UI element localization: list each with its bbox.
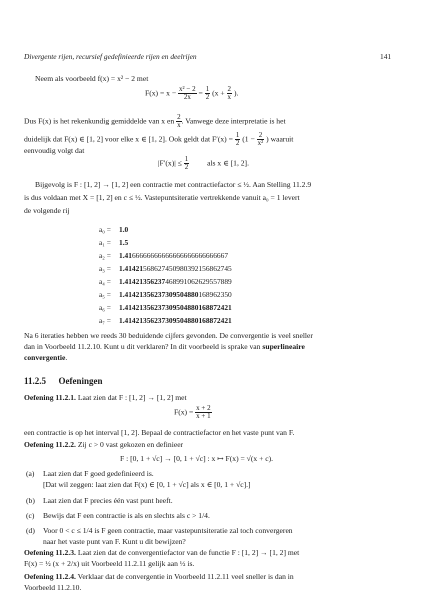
iterate-digits-bold: 1.0 xyxy=(119,225,129,234)
intro-line-2-inner-frac xyxy=(257,132,265,148)
inequality xyxy=(158,156,249,172)
after-iter-line-3-end: . xyxy=(65,353,68,362)
exercise-4-label: Oefening 11.2.4. xyxy=(24,572,76,581)
exercise-3-label: Oefening 11.2.3. xyxy=(24,548,76,557)
iterate-digits-bold: 1.5 xyxy=(119,238,129,247)
fraction-2-over-x xyxy=(227,86,233,102)
iterate-digits-bold: 1.41421356237 xyxy=(119,277,166,286)
section-title: Oefeningen xyxy=(58,376,103,386)
intro-line-1-b: . Vanwege deze interpretatie is het xyxy=(181,116,286,126)
exercise-1-label: Oefening 11.2.1. xyxy=(24,393,76,402)
intro-line-2-inner-num: 2 xyxy=(257,132,265,140)
intro-line-1-frac-den: x xyxy=(177,121,181,130)
inequality-frac xyxy=(184,156,190,172)
exercise-3-line-2: F(x) = ½ (x + 2/x) uit Voorbeeld 11.2.11 gelijk aan ½ is. xyxy=(24,559,195,568)
intro-line-2-inner-den: x² xyxy=(257,139,264,148)
exercise-2 xyxy=(24,440,183,450)
iterate-row xyxy=(99,262,232,275)
item-text: Bewijs dat F een contractie is als en slechts als c > 1/4. xyxy=(43,511,210,520)
item-text: Laat zien dat F goed gedefinieerd is. xyxy=(43,469,154,478)
exercise-1-frac-den: x + 1 xyxy=(196,412,211,421)
fraction-F-den: 2x xyxy=(183,93,191,102)
fraction-half xyxy=(205,86,211,102)
list-item xyxy=(26,511,210,521)
section-heading xyxy=(24,376,103,388)
fraction-half-num: 1 xyxy=(205,85,210,93)
item-mark: (d) xyxy=(26,526,35,535)
iterate-label: a₁ = xyxy=(99,238,111,247)
inequality-lhs: |F′(x)| ≤ xyxy=(158,158,182,168)
after-iter-line-3 xyxy=(24,353,67,363)
iterate-label: a₃ = xyxy=(99,264,111,273)
equation-F-paren: (x + xyxy=(212,88,225,98)
exercise-4-line-2: Voorbeeld 11.2.10. xyxy=(24,583,82,592)
intro-line-2-frac xyxy=(235,132,241,148)
exercise-2-text: Zij c > 0 vast gekozen en definieer xyxy=(77,440,184,449)
item-mark: (b) xyxy=(26,496,35,505)
intro-line-2-frac-den: 2 xyxy=(235,139,240,148)
fraction-half-den: 2 xyxy=(205,93,210,102)
iterate-digits-rest: 568627450980392156862745 xyxy=(143,264,232,273)
inequality-frac-den: 2 xyxy=(184,163,189,172)
intro-line-2-frac-num: 1 xyxy=(235,131,240,139)
exercise-1-formula-lhs: F(x) = xyxy=(174,407,194,417)
item-mark: (a) xyxy=(26,469,35,478)
equation-F-lhs: F(x) = x − xyxy=(145,88,177,98)
iterate-list xyxy=(99,223,232,327)
iterate-digits-rest: 66666666666666666666666667 xyxy=(131,251,229,260)
iterate-label: a₆ = xyxy=(99,303,111,312)
iterate-digits-rest: 168962350 xyxy=(198,290,232,299)
exercise-1 xyxy=(24,393,187,403)
fraction-F xyxy=(178,86,197,102)
list-item xyxy=(26,469,251,489)
iterate-label: a₂ = xyxy=(99,251,111,260)
example-lead: Neem als voorbeeld f(x) = x² − 2 met xyxy=(35,74,149,83)
item-subtext: [Dat wil zeggen: laat zien dat F(x) ∈ [0, 1 + √c] als x ∈ [0, 1 + √c].] xyxy=(43,480,251,489)
exercise-1-text: Laat zien dat F : [1, 2] → [1, 2] met xyxy=(77,393,187,402)
inequality-rhs: als x ∈ [1, 2]. xyxy=(207,158,249,168)
exercise-1-after: een contractie is op het interval [1, 2]. Bepaal de contractiefactor en het vaste punt van F. xyxy=(24,428,295,437)
iterate-digits-bold: 1.41421356237309504880168872421 xyxy=(119,316,232,325)
term-convergentie: convergentie xyxy=(24,353,66,362)
exercise-2-formula: F : [0, 1 + √c] → [0, 1 + √c] : x ↦ F(x) = √(x + c). xyxy=(120,454,274,463)
iterate-label: a₇ = xyxy=(99,316,111,325)
iterate-row xyxy=(99,223,232,236)
intro-line-1-a: Dus F(x) is het rekenkundig gemiddelde van x en xyxy=(24,116,175,126)
bijgevolg-line-3: de volgende rij xyxy=(24,206,70,215)
exercise-1-frac-num: x + 2 xyxy=(196,404,211,412)
iterate-row xyxy=(99,249,232,262)
iterate-row xyxy=(99,236,232,249)
term-superlineaire: superlineaire xyxy=(262,342,305,351)
intro-line-2-paren: (1 − xyxy=(242,134,255,144)
intro-line-3: eenvoudig volgt dat xyxy=(24,146,85,155)
after-iter-line-2 xyxy=(24,342,305,352)
iterate-digits-bold: 1.41421356237309504880 xyxy=(119,290,199,299)
exercise-4 xyxy=(24,572,294,582)
equation-F-close: ). xyxy=(233,88,239,98)
iterate-row xyxy=(99,288,232,301)
list-item xyxy=(26,526,293,546)
iterate-digits-bold: 1.41 xyxy=(119,251,132,260)
intro-line-1 xyxy=(24,114,286,130)
fraction-2-over-x-den: x xyxy=(227,93,232,102)
iterate-digits-bold: 1.41421 xyxy=(119,264,144,273)
equation-F-eq: = xyxy=(198,88,203,98)
iterate-label: a₄ = xyxy=(99,277,111,286)
intro-line-2-a: duidelijk dat F(x) ∈ [1, 2] voor elke x ∈ [1, 2]. Ook geldt dat F′(x) = xyxy=(24,134,233,144)
iterate-row xyxy=(99,275,232,288)
exercise-2-label: Oefening 11.2.2. xyxy=(24,440,76,449)
item-subtext: naar het vaste punt van F. Kunt u dit bewijzen? xyxy=(43,537,186,546)
exercise-1-formula xyxy=(174,405,212,421)
iterate-digits-rest: 468991062629557889 xyxy=(165,277,232,286)
section-number: 11.2.5 xyxy=(24,376,47,386)
after-iter-line-1: Na 6 iteraties hebben we reeds 30 beduidende cijfers gevonden. De convergentie is veel sneller xyxy=(24,331,313,340)
inequality-frac-num: 1 xyxy=(184,155,189,163)
list-item xyxy=(26,496,173,506)
exercise-3-line-1: Laat zien dat de convergentiefactor van de functie F : [1, 2] → [1, 2] met xyxy=(77,548,300,557)
exercise-3 xyxy=(24,548,299,558)
item-text: Laat zien dat F precies één vast punt heeft. xyxy=(43,496,173,505)
iterate-row xyxy=(99,301,232,314)
iterate-label: a₀ = xyxy=(99,225,111,234)
equation-F xyxy=(145,86,238,102)
iterate-row xyxy=(99,314,232,327)
iterate-label: a₅ = xyxy=(99,290,111,299)
running-title: Divergente rijen, recursief gedefinieerde rijen en deelrijen xyxy=(24,52,197,61)
bijgevolg-line-2: is dus voldaan met X = [1, 2] en c ≤ ½. Vastepuntsiteratie vertrekkende vanuit a₀ = 1 levert xyxy=(24,193,300,202)
page-number: 141 xyxy=(380,52,392,61)
fraction-2-over-x-num: 2 xyxy=(227,85,232,93)
iterate-digits-bold: 1.41421356237309504880168872421 xyxy=(119,303,232,312)
fraction-F-num: x² − 2 xyxy=(179,85,196,93)
exercise-1-frac xyxy=(195,405,211,421)
bijgevolg-line-1: Bijgevolg is F : [1, 2] → [1, 2] een contractie met contractiefactor ≤ ½. Aan Stelling 11.2.9 xyxy=(35,180,312,189)
item-mark: (c) xyxy=(26,511,35,520)
item-text: Voor 0 < c ≤ 1/4 is F geen contractie, maar vastepuntsiteratie zal toch convergeren xyxy=(43,526,293,535)
intro-line-2-b: ) waaruit xyxy=(266,134,294,144)
after-iter-line-2-text: dan in Voorbeeld 11.2.10. Kunt u dit verklaren? In dit voorbeeld is sprake van xyxy=(24,342,261,351)
exercise-4-line-1: Verklaar dat de convergentie in Voorbeeld 11.2.11 veel sneller is dan in xyxy=(77,572,294,581)
intro-line-1-frac-num: 2 xyxy=(177,113,181,121)
